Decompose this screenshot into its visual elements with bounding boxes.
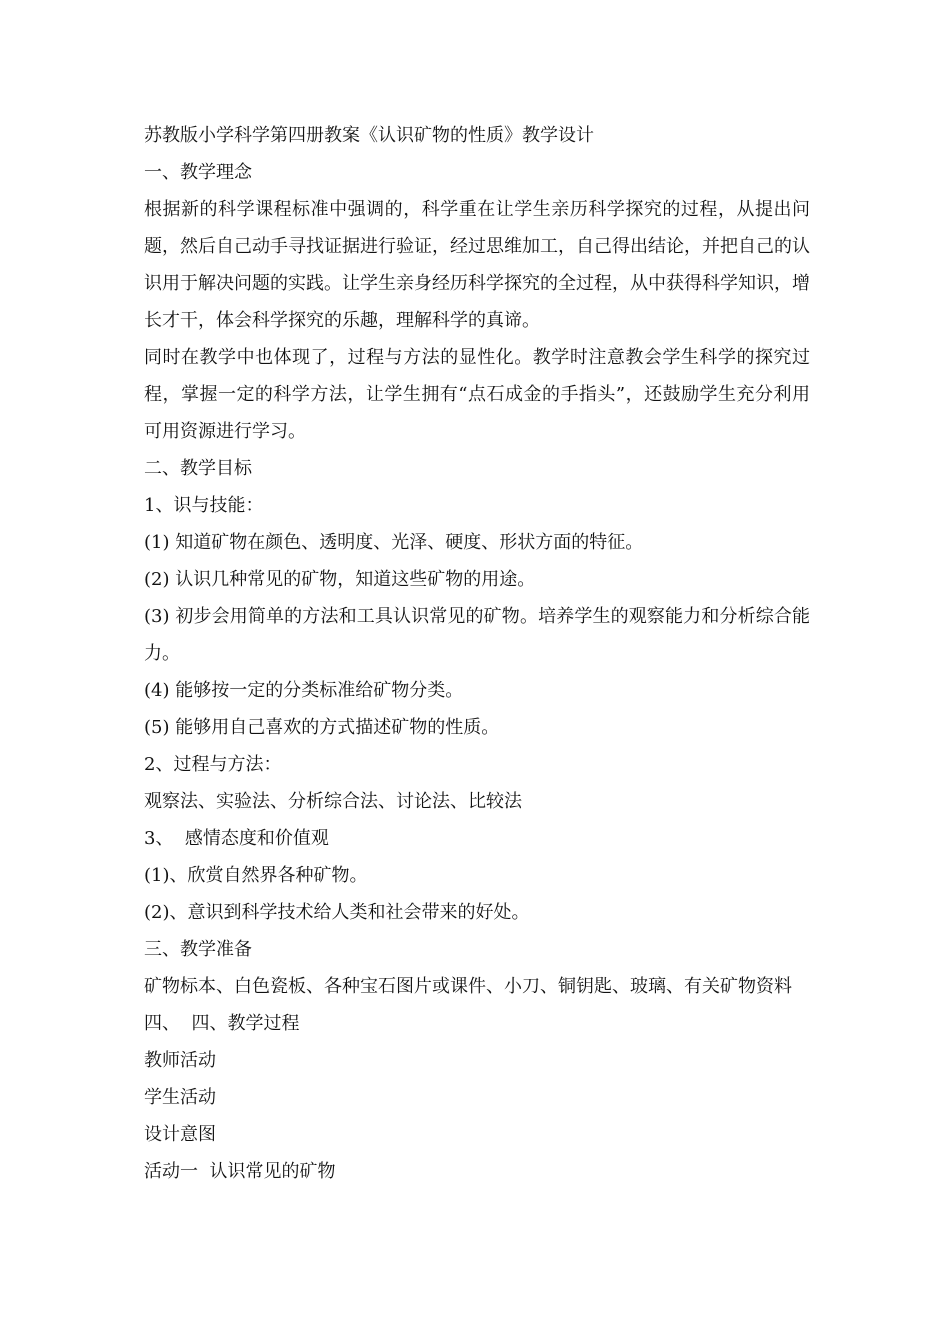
preparation-materials-text: 矿物标本、白色瓷板、各种宝石图片或课件、小刀、铜钥匙、玻璃、有关矿物资料 xyxy=(144,976,792,997)
paragraph-philosophy-2: 同时在教学中也体现了，过程与方法的显性化。教学时注意教会学生科学的探究过程，掌握一定的科学方法，让学生拥有“点石成金的手指头”，还鼓励学生充分利用可用资源进行学习。 xyxy=(144,347,810,442)
document-body xyxy=(144,117,810,1190)
goal-item: (2) 认识几种常见的矿物，知道这些矿物的用途。 xyxy=(144,569,536,590)
goal-methods-text: 观察法、实验法、分析综合法、讨论法、比较法 xyxy=(144,791,522,812)
goal-item: (2)、意识到科学技术给人类和社会带来的好处。 xyxy=(144,902,530,923)
goal-item: (1) 知道矿物在颜色、透明度、光泽、硬度、形状方面的特征。 xyxy=(144,532,644,553)
goal-heading-attitudes-values: 3、 感情态度和价值观 xyxy=(144,828,329,849)
goal-item: (4) 能够按一定的分类标准给矿物分类。 xyxy=(144,680,464,701)
section-heading-teaching-process: 四、 四、教学过程 xyxy=(144,1013,300,1034)
document-title: 苏教版小学科学第四册教案《认识矿物的性质》教学设计 xyxy=(144,125,594,146)
section-heading-teaching-goals: 二、教学目标 xyxy=(144,458,252,479)
activity-one-heading: 活动一 认识常见的矿物 xyxy=(144,1161,336,1182)
section-heading-teaching-philosophy: 一、教学理念 xyxy=(144,162,252,183)
goal-item: (5) 能够用自己喜欢的方式描述矿物的性质。 xyxy=(144,717,500,738)
goal-heading-process-methods: 2、过程与方法： xyxy=(144,754,282,775)
goal-heading-knowledge-skills: 1、识与技能： xyxy=(144,495,264,516)
process-column-teacher-activity: 教师活动 xyxy=(144,1050,216,1071)
paragraph-philosophy-1: 根据新的科学课程标准中强调的，科学重在让学生亲历科学探究的过程，从提出问题，然后自己动手寻找证据进行验证，经过思维加工，自己得出结论，并把自己的认识用于解决问题的实践。让学生亲身经历科学探究的全过程，从中获得科学知识，增长才干，体会科学探究的乐趣，理解科学的真谛。 xyxy=(144,199,810,331)
goal-item: (3) 初步会用简单的方法和工具认识常见的矿物。培养学生的观察能力和分析综合能力。 xyxy=(144,606,810,664)
process-column-design-intent: 设计意图 xyxy=(144,1124,216,1145)
process-column-student-activity: 学生活动 xyxy=(144,1087,216,1108)
goal-item: (1)、欣赏自然界各种矿物。 xyxy=(144,865,368,886)
section-heading-preparation: 三、教学准备 xyxy=(144,939,252,960)
